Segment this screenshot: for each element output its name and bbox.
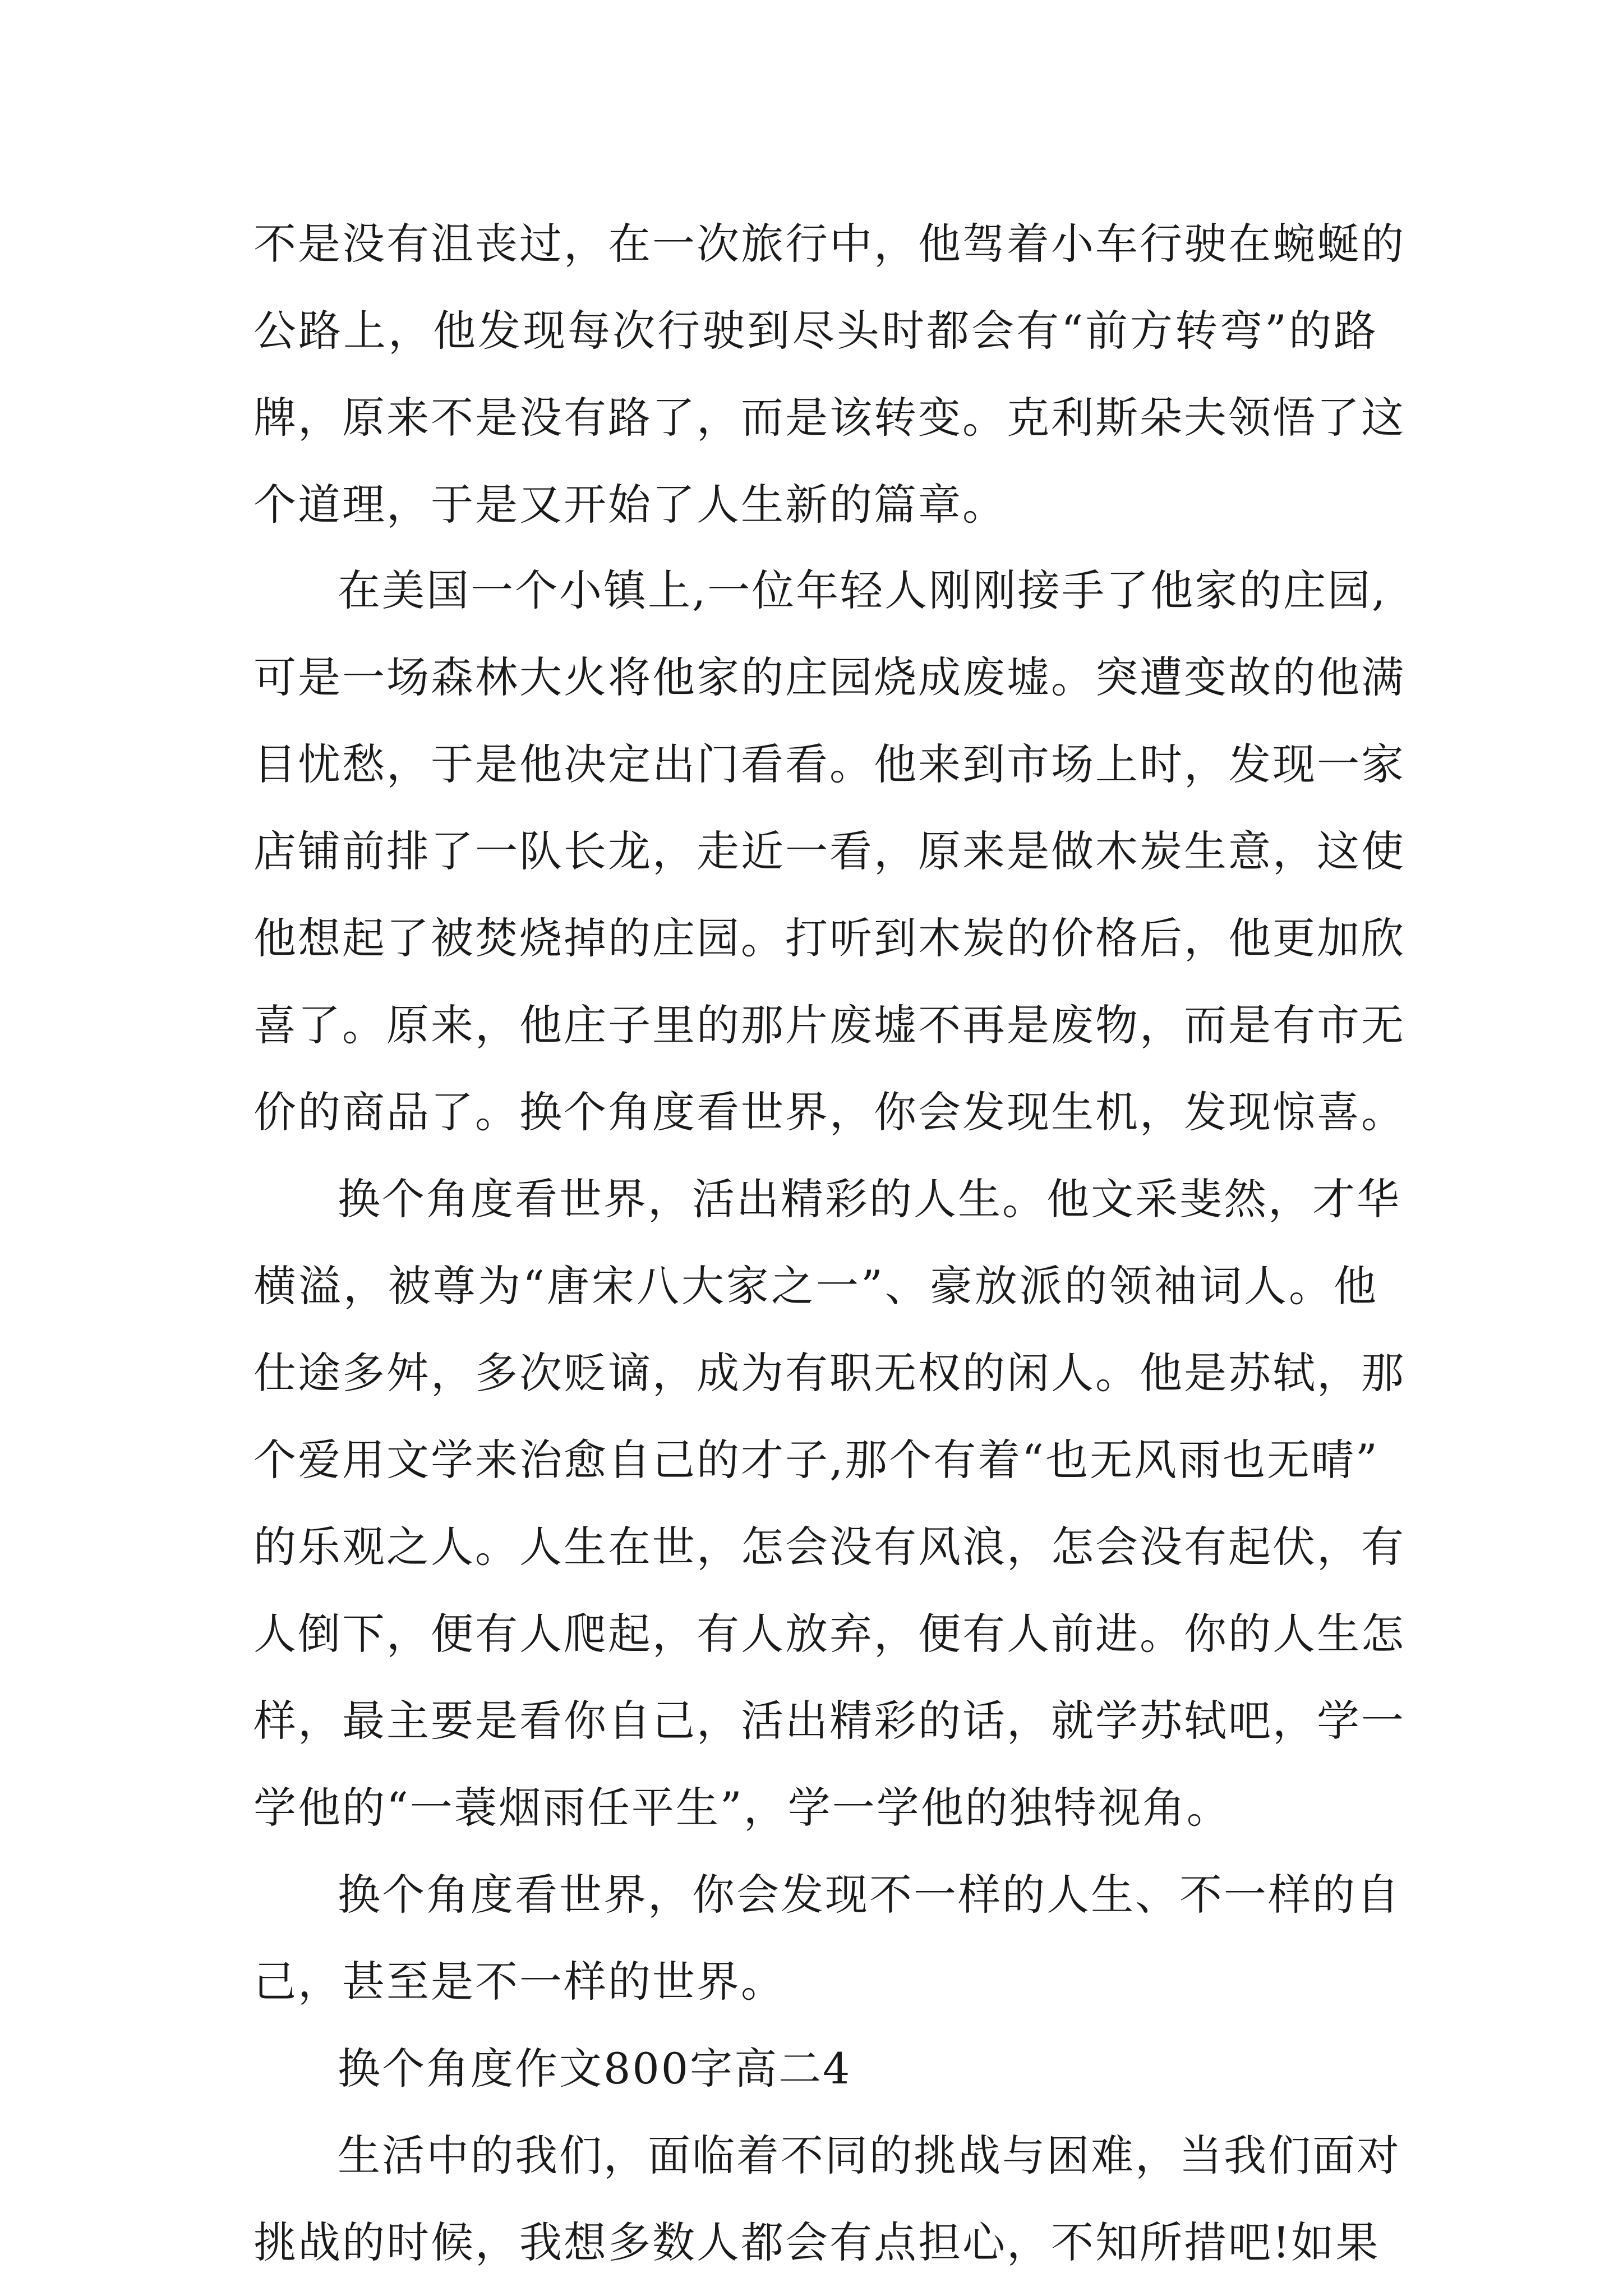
text-line: 牌，原来不是没有路了，而是该转变。克利斯朵夫领悟了这 bbox=[253, 393, 1405, 443]
text-line: 目忧愁，于是他决定出门看看。他来到市场上时，发现一家 bbox=[253, 739, 1405, 789]
paragraph-start-line: 换个角度看世界，活出精彩的人生。他文采斐然，才华 bbox=[338, 1174, 1401, 1224]
text-line: 不是没有沮丧过，在一次旅行中，他驾着小车行驶在蜿蜒的 bbox=[253, 219, 1405, 269]
section-heading: 换个角度作文800字高二4 bbox=[338, 2044, 852, 2093]
paragraph-start-line: 生活中的我们，面临着不同的挑战与困难，当我们面对 bbox=[338, 2131, 1401, 2180]
text-line: 仕途多舛，多次贬谪，成为有职无权的闲人。他是苏轼，那 bbox=[253, 1348, 1405, 1398]
text-line: 个道理，于是又开始了人生新的篇章。 bbox=[253, 480, 1007, 530]
text-line: 样，最主要是看你自己，活出精彩的话，就学苏轼吧，学一 bbox=[253, 1696, 1405, 1746]
text-line: 价的商品了。换个角度看世界，你会发现生机，发现惊喜。 bbox=[253, 1087, 1405, 1137]
text-line: 己，甚至是不一样的世界。 bbox=[253, 1957, 785, 2007]
text-line: 人倒下，便有人爬起，有人放弃，便有人前进。你的人生怎 bbox=[253, 1609, 1405, 1659]
text-line: 横溢，被尊为“唐宋八大家之一”、豪放派的领袖词人。他 bbox=[253, 1261, 1378, 1311]
text-line: 他想起了被焚烧掉的庄园。打听到木炭的价格后，他更加欣 bbox=[253, 913, 1405, 963]
text-line: 学他的“一蓑烟雨任平生”，学一学他的独特视角。 bbox=[253, 1783, 1231, 1833]
text-line: 可是一场森林大火将他家的庄园烧成废墟。突遭变故的他满 bbox=[253, 652, 1405, 702]
text-line: 店铺前排了一队长龙，走近一看，原来是做木炭生意，这使 bbox=[253, 826, 1405, 876]
paragraph-start-line: 在美国一个小镇上,一位年轻人刚刚接手了他家的庄园, bbox=[338, 565, 1387, 615]
text-line: 挑战的时候，我想多数人都会有点担心，不知所措吧!如果 bbox=[253, 2217, 1380, 2267]
text-line: 公路上，他发现每次行驶到尽头时都会有“前方转弯”的路 bbox=[253, 306, 1378, 356]
text-line: 喜了。原来，他庄子里的那片废墟不再是废物，而是有市无 bbox=[253, 1000, 1405, 1050]
paragraph-start-line: 换个角度看世界，你会发现不一样的人生、不一样的自 bbox=[338, 1870, 1401, 1920]
text-line: 个爱用文学来治愈自己的才子,那个有着“也无风雨也无晴” bbox=[253, 1435, 1379, 1485]
text-line: 的乐观之人。人生在世，怎会没有风浪，怎会没有起伏，有 bbox=[253, 1522, 1405, 1572]
